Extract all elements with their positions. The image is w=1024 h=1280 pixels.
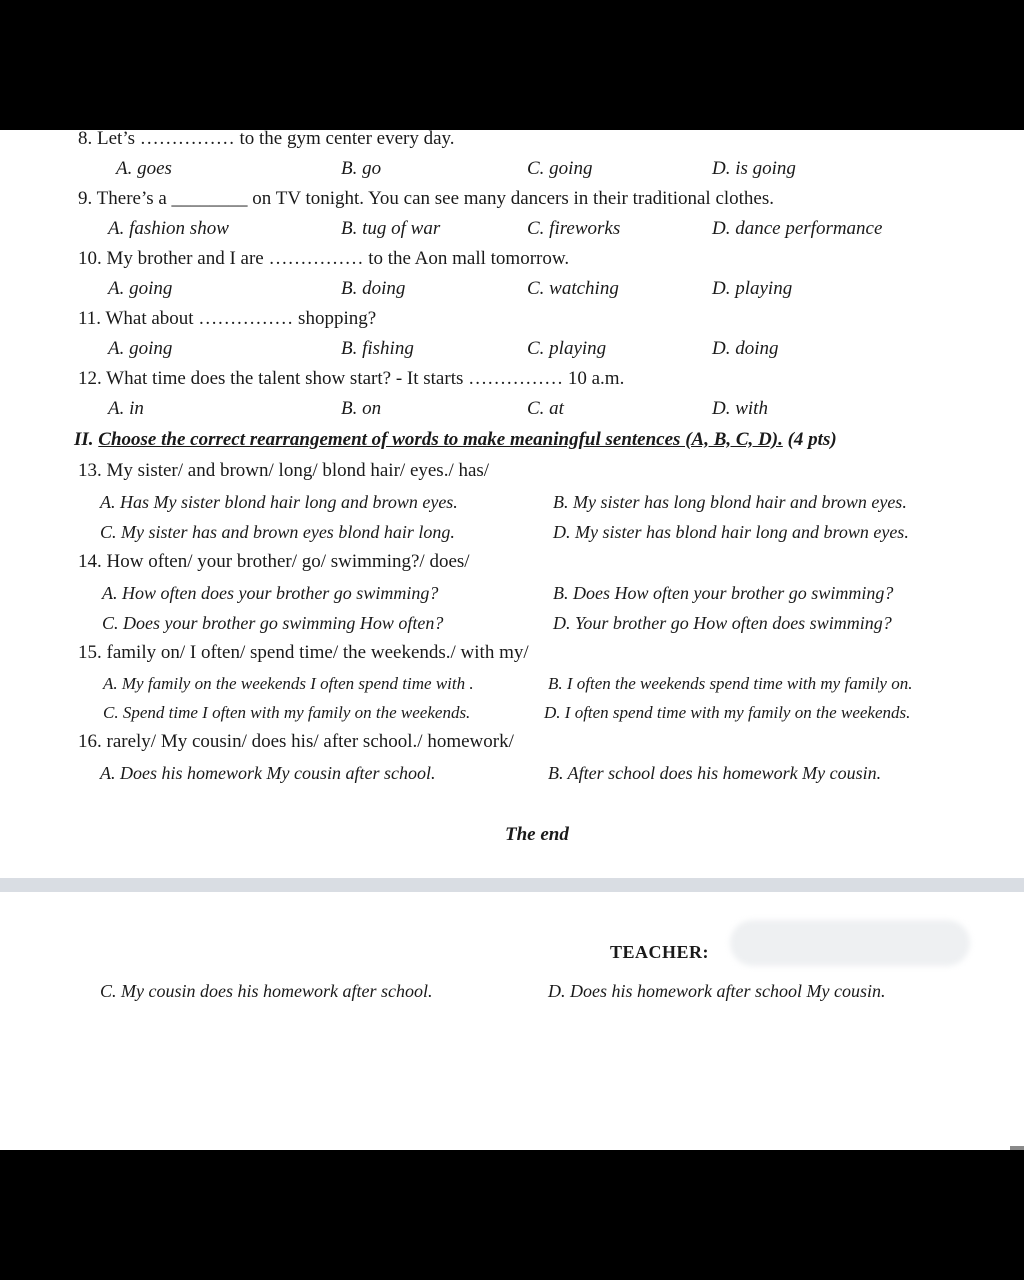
- question-16-option-c: C. My cousin does his homework after school.: [100, 981, 433, 1001]
- question-12-option-d: D. with: [712, 398, 768, 419]
- question-14-option-c: C. Does your brother go swimming How often?: [102, 613, 444, 633]
- question-11-option-b: B. fishing: [341, 338, 414, 359]
- question-15-option-a: A. My family on the weekends I often spend time with .: [103, 674, 474, 693]
- question-16-option-a: A. Does his homework My cousin after school.: [100, 763, 436, 783]
- question-13-option-d: D. My sister has blond hair long and brown eyes.: [553, 522, 909, 542]
- teacher-label: TEACHER:: [610, 942, 710, 962]
- question-13-option-b: B. My sister has long blond hair and brown eyes.: [553, 492, 907, 512]
- question-14-stem: 14. How often/ your brother/ go/ swimming?/ does/: [78, 551, 470, 572]
- question-11-stem: 11. What about …………… shopping?: [78, 308, 377, 329]
- question-9-option-c: C. fireworks: [527, 218, 621, 239]
- question-13-option-c: C. My sister has and brown eyes blond hair long.: [100, 522, 455, 542]
- question-12-option-c: C. at: [527, 398, 564, 419]
- page-divider: [0, 878, 1024, 892]
- question-11-option-a: A. going: [108, 338, 173, 359]
- question-10-option-d: D. playing: [712, 278, 793, 299]
- question-9-option-a: A. fashion show: [108, 218, 229, 239]
- question-9-option-b: B. tug of war: [341, 218, 441, 239]
- question-8-option-c: C. going: [527, 158, 593, 179]
- question-12-option-b: B. on: [341, 398, 382, 419]
- page-edge-mark: [1010, 1146, 1024, 1150]
- question-8-stem: 8. Let’s …………… to the gym center every day.: [78, 130, 455, 149]
- question-11-option-d: D. doing: [712, 338, 779, 359]
- question-15-option-b: B. I often the weekends spend time with my family on.: [548, 674, 913, 693]
- question-12-option-a: A. in: [108, 398, 144, 419]
- question-10-option-c: C. watching: [527, 278, 619, 299]
- question-8-option-b: B. go: [341, 158, 382, 179]
- question-15-option-d: D. I often spend time with my family on the weekends.: [544, 703, 911, 722]
- question-14-option-b: B. Does How often your brother go swimming?: [553, 583, 894, 603]
- question-16-option-d: D. Does his homework after school My cousin.: [548, 981, 886, 1001]
- question-16-option-b: B. After school does his homework My cousin.: [548, 763, 882, 783]
- question-8-option-d: D. is going: [712, 158, 796, 179]
- question-10-option-a: A. going: [108, 278, 173, 299]
- question-9-stem: 9. There’s a ________ on TV tonight. You can see many dancers in their traditional clothes.: [78, 188, 775, 209]
- question-15-option-c: C. Spend time I often with my family on the weekends.: [103, 703, 471, 722]
- question-10-option-b: B. doing: [341, 278, 406, 299]
- question-13-option-a: A. Has My sister blond hair long and brown eyes.: [100, 492, 458, 512]
- question-12-stem: 12. What time does the talent show start? - It starts …………… 10 a.m.: [78, 368, 625, 389]
- question-15-stem: 15. family on/ I often/ spend time/ the weekends./ with my/: [78, 642, 529, 663]
- question-16-stem: 16. rarely/ My cousin/ does his/ after school./ homework/: [78, 731, 514, 752]
- question-14-option-a: A. How often does your brother go swimming?: [102, 583, 439, 603]
- question-10-stem: 10. My brother and I are …………… to the Aon mall tomorrow.: [78, 248, 570, 269]
- section-2-prefix: II.: [74, 429, 99, 450]
- the-end-label: The end: [505, 824, 569, 845]
- question-13-stem: 13. My sister/ and brown/ long/ blond hair/ eyes./ has/: [78, 460, 490, 481]
- section-2-points: (4 pts): [782, 429, 837, 450]
- question-9-option-d: D. dance performance: [712, 218, 883, 239]
- question-11-option-c: C. playing: [527, 338, 607, 359]
- question-14-option-d: D. Your brother go How often does swimming?: [553, 613, 892, 633]
- worksheet-page: [0, 130, 1024, 1150]
- question-8-option-a: A. goes: [116, 158, 172, 179]
- section-2-title: Choose the correct rearrangement of words to make meaningful sentences (A, B, C, D).: [98, 429, 783, 450]
- section-2-heading: [74, 429, 837, 451]
- redacted-name-blur: [730, 920, 970, 966]
